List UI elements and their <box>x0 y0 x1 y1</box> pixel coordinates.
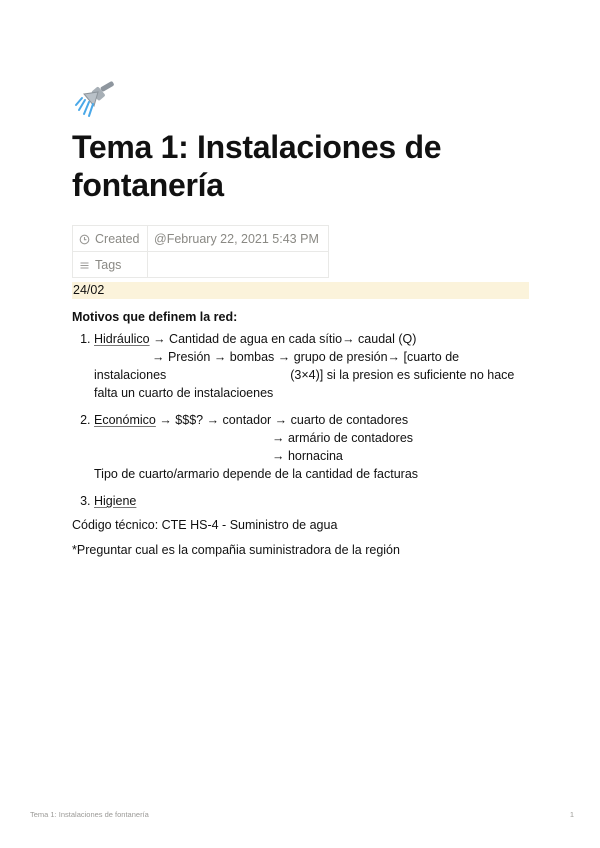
property-key-tags <box>73 252 148 278</box>
preguntar-paragraph: *Preguntar cual es la compañia suministradora de la región <box>72 543 400 557</box>
section-heading: Motivos que definem la red: <box>72 310 238 324</box>
codigo-paragraph: Código técnico: CTE HS-4 - Suministro de agua <box>72 518 338 532</box>
property-row-tags <box>73 252 329 278</box>
shower-icon <box>72 80 118 120</box>
list-item-higiene <box>94 492 552 510</box>
list-item-economico <box>94 411 552 483</box>
item-title: Higiene <box>94 494 137 508</box>
properties-table <box>72 225 329 278</box>
page-footer <box>30 810 574 819</box>
date-callout: 24/02 <box>72 282 529 299</box>
motivos-list <box>72 330 552 510</box>
clock-icon <box>79 234 90 245</box>
property-key-created <box>73 226 148 252</box>
item-text: → Presión → bombas → grupo de presión→ [cuarto de <box>152 350 460 364</box>
property-value-tags <box>148 252 329 278</box>
item-text: → $$$? → contador → cuarto de contadores <box>155 413 409 427</box>
property-value-created: @February 22, 2021 5:43 PM <box>148 226 329 252</box>
property-row-created <box>73 226 329 252</box>
item-text: → armário de contadores <box>272 431 414 445</box>
property-label: Created <box>95 231 140 246</box>
item-title: Económico <box>94 413 156 427</box>
list-item-hidraulico <box>94 330 552 402</box>
item-text: instalaciones <box>94 368 167 382</box>
footer-title: Tema 1: Instalaciones de fontanería <box>30 810 149 819</box>
item-text: → hornacina <box>272 449 343 463</box>
item-text: (3×4)] si la presion es suficiente no hace <box>290 368 515 382</box>
page-number: 1 <box>569 810 574 819</box>
item-text: falta un cuarto de instalacioenes <box>94 386 274 400</box>
page-title: Tema 1: Instalaciones de fontanería <box>72 129 442 203</box>
item-text: Tipo de cuarto/armario depende de la cantidad de facturas <box>94 467 419 481</box>
list-icon <box>79 260 90 271</box>
item-text: → Cantidad de agua en cada sítio→ caudal (Q) <box>149 332 417 346</box>
property-label: Tags <box>95 257 122 272</box>
item-title: Hidráulico <box>94 332 150 346</box>
